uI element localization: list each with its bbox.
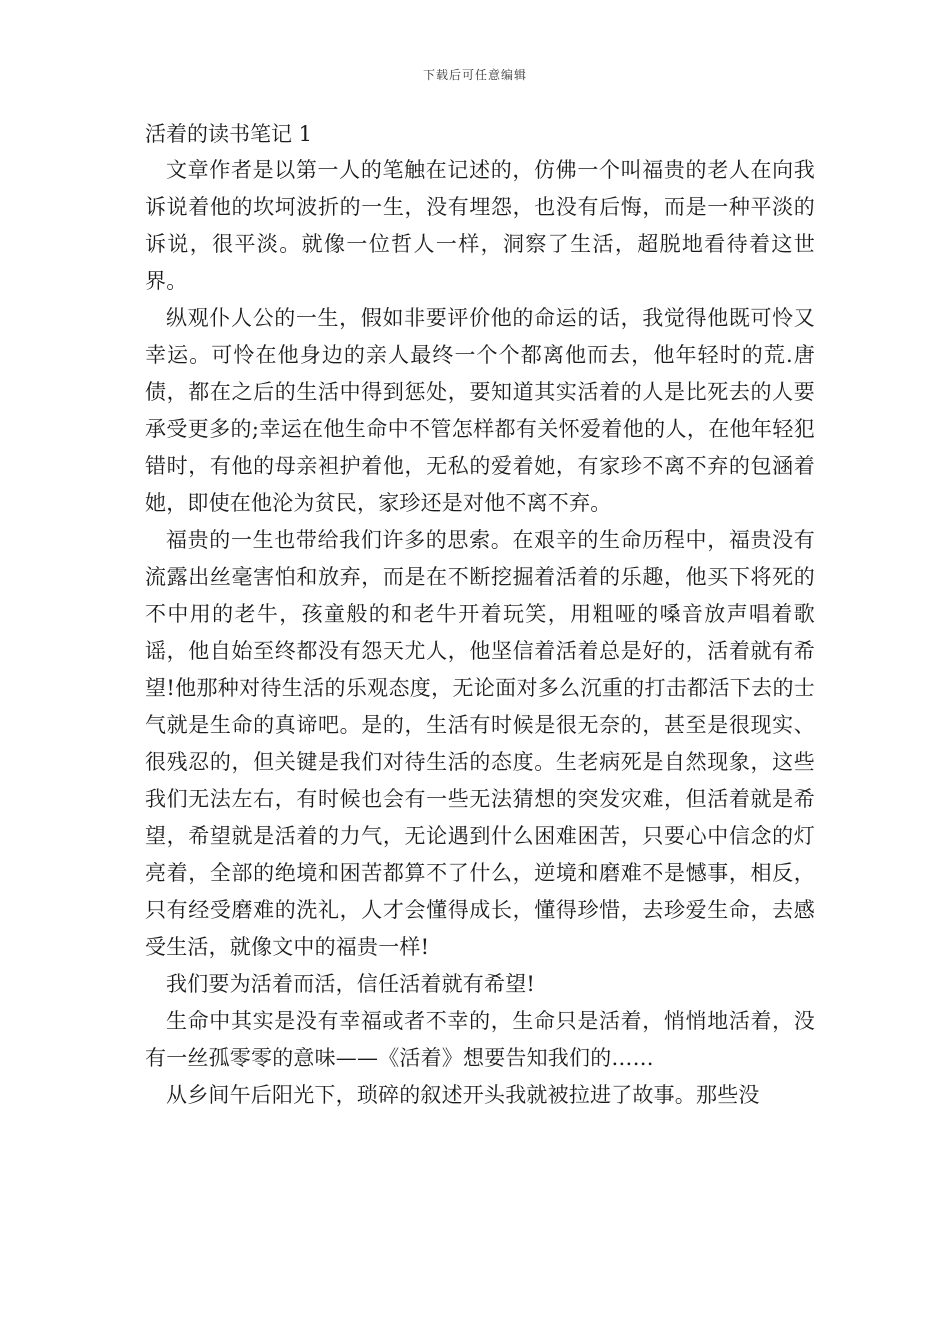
paragraph-4: 我们要为活着而活，信任活着就有希望! bbox=[166, 972, 536, 996]
document-title: 活着的读书笔记 1 bbox=[145, 122, 313, 146]
paragraph-2: 纵观仆人公的一生，假如非要评价他的命运的话，我觉得他既可怜又幸运。可怜在他身边的亲人最终一个个都离他而去，他年轻时的荒.唐债，都在之后的生活中得到惩处，要知道其实活着的人是比死去的人要承受更多的;幸运在他生命中不管怎样都有关怀爱着他的人，在他年轻犯错时，有他的母亲袒护着他，无私的爱着她，有家珍不离不弃的包涵着她，即使在他沦为贫民，家珍还是对他不离不弃。 bbox=[145, 306, 815, 515]
paragraph-6: 从乡间午后阳光下，琐碎的叙述开头我就被拉进了故事。那些没 bbox=[166, 1083, 760, 1107]
header-note: 下载后可任意编辑 bbox=[422, 68, 527, 82]
paragraph-1: 文章作者是以第一人的笔触在记述的，仿佛一个叫福贵的老人在向我诉说着他的坎坷波折的一生，没有埋怨，也没有后悔，而是一种平淡的诉说，很平淡。就像一位哲人一样，洞察了生活，超脱地看待着这世界。 bbox=[145, 158, 815, 293]
paragraph-5: 生命中其实是没有幸福或者不幸的，生命只是活着，悄悄地活着，没有一丝孤零零的意味——《活着》想要告知我们的…… bbox=[145, 1009, 815, 1070]
paragraph-3: 福贵的一生也带给我们许多的思索。在艰辛的生命历程中，福贵没有流露出丝毫害怕和放弃，而是在不断挖掘着活着的乐趣，他买下将死的不中用的老牛，孩童般的和老牛开着玩笑，用粗哑的嗓音放声唱着歌谣，他自始至终都没有怨天尤人，他坚信着活着总是好的，活着就有希望!他那种对待生活的乐观态度，无论面对多么沉重的打击都活下去的士气就是生命的真谛吧。是的，生活有时候是很无奈的，甚至是很现实、很残忍的，但关键是我们对待生活的态度。生老病死是自然现象，这些我们无法左右，有时候也会有一些无法猜想的突发灾难，但活着就是希望，希望就是活着的力气，无论遇到什么困难困苦，只要心中信念的灯亮着，全部的绝境和困苦都算不了什么，逆境和磨难不是憾事，相反，只有经受磨难的洗礼，人才会懂得成长，懂得珍惜，去珍爱生命，去感受生活，就像文中的福贵一样! bbox=[145, 528, 815, 959]
document-body bbox=[145, 116, 815, 1114]
